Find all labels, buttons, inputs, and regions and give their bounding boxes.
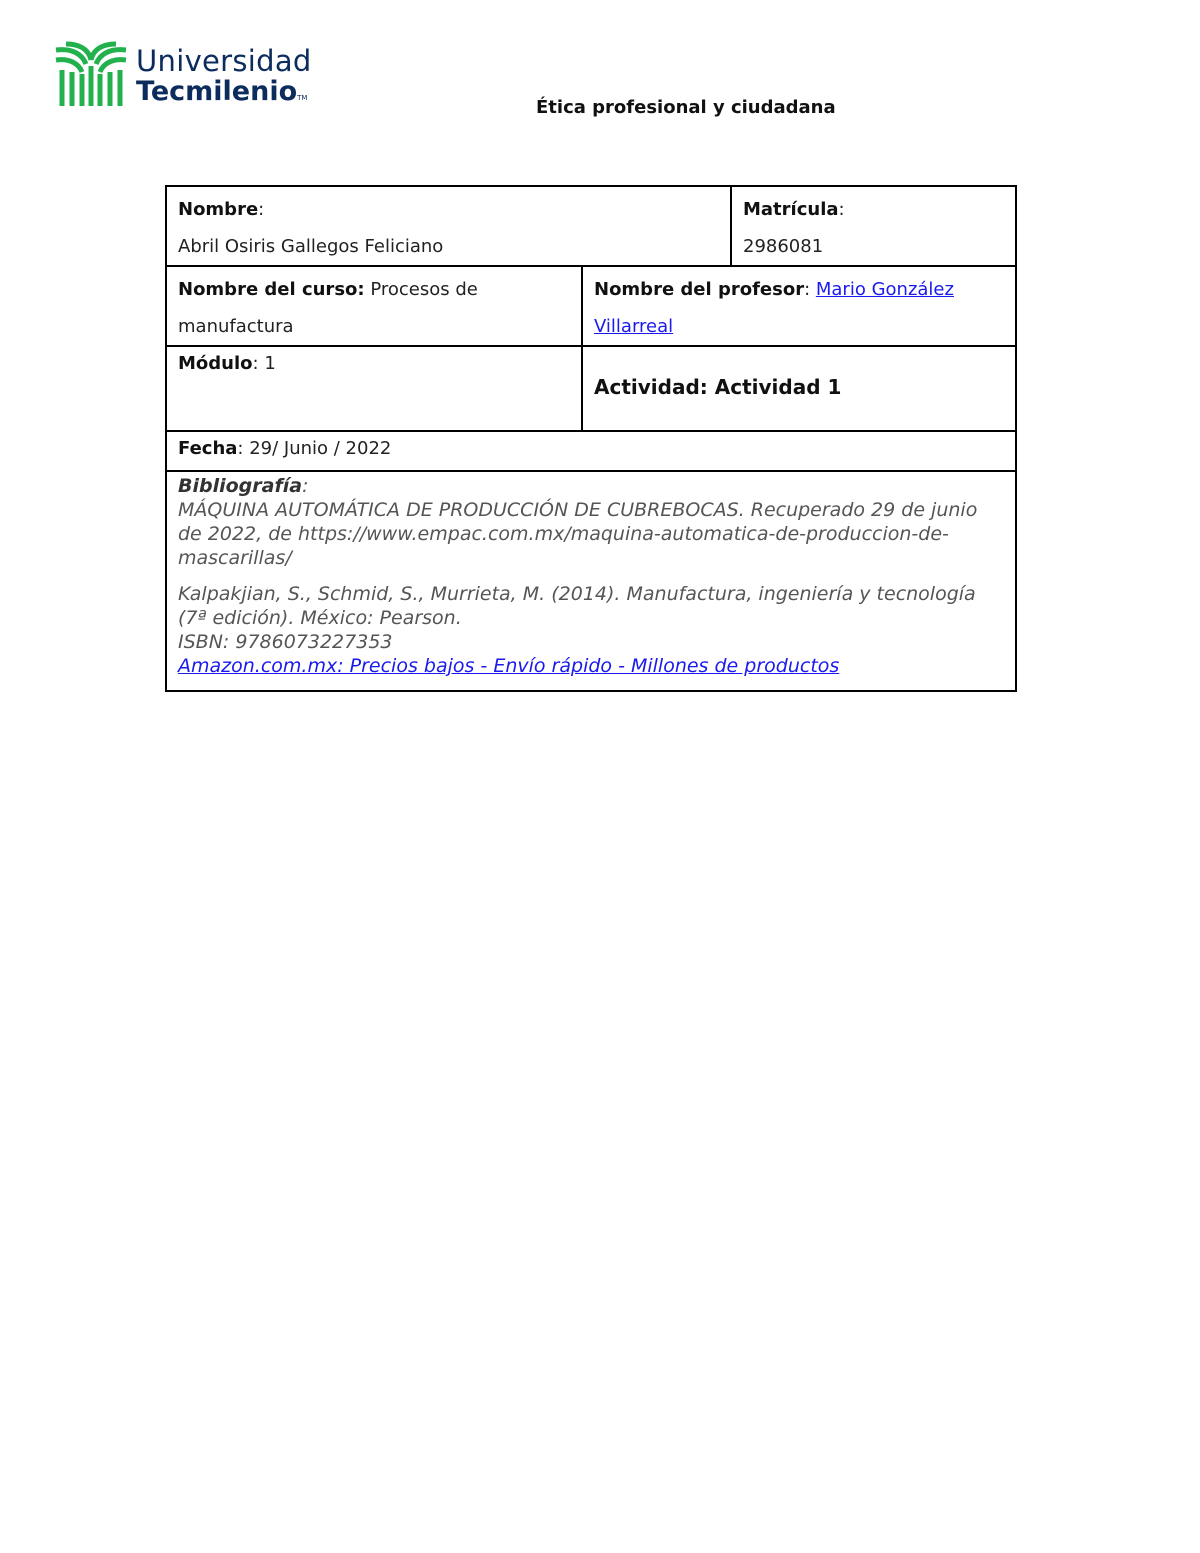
bibliography-isbn: ISBN: 9786073227353 (178, 631, 393, 653)
cell-actividad (582, 346, 1016, 431)
logo-line-universidad: Universidad (136, 44, 312, 78)
tecmilenio-tree-icon (52, 40, 132, 110)
row-bibliografia (166, 471, 1016, 691)
amazon-link[interactable]: Amazon.com.mx: Precios bajos - Envío rápido - Millones de productos (178, 655, 840, 677)
nombre-value: Abril Osiris Gallegos Feliciano (178, 236, 444, 257)
modulo-label: Módulo (178, 353, 253, 374)
actividad-value: Actividad 1 (714, 375, 842, 399)
nombre-label: Nombre (178, 199, 259, 220)
row-fecha (166, 431, 1016, 471)
row-curso (166, 266, 1016, 346)
bibliography-entry-1: MÁQUINA AUTOMÁTICA DE PRODUCCIÓN DE CUBREBOCAS. Recuperado 29 de junio de 2022, de https://www.empac.com.mx/maquina-automatica-de-produccion-de-mascarillas/ (178, 499, 978, 569)
cell-bibliografia: Bibliografía: MÁQUINA AUTOMÁTICA DE PRODUCCIÓN DE CUBREBOCAS. Recuperado 29 de junio de 2022, de https://www.empac.com.mx/maquina-automatica-de-produccion-de-mascarillas/ Kalpakjian, S., Schmid, S., Murrieta, M. (2014). Manufactura, ingeniería y tecnología (7ª edición). México: Pearson. ISBN: 9786073227353 Amazon.com.mx: Precios bajos - Envío rápido - Millones de productos (166, 471, 1016, 691)
row-modulo (166, 346, 1016, 431)
row-nombre (166, 186, 1016, 266)
cell-profesor: Nombre del profesor: Mario González Villarreal (582, 266, 1016, 346)
cell-modulo: Módulo: 1 (166, 346, 582, 431)
actividad-label: Actividad: (594, 375, 708, 399)
course-title: Ética profesional y ciudadana (536, 97, 836, 118)
cell-matricula: Matrícula: 2986081 (731, 186, 1016, 266)
matricula-label: Matrícula (743, 199, 839, 220)
profesor-label: Nombre del profesor (594, 279, 805, 300)
cell-fecha: Fecha: 29/ Junio / 2022 (166, 431, 1016, 471)
curso-label: Nombre del curso: (178, 279, 365, 300)
logo-line-tecmilenio (136, 76, 307, 107)
fecha-value: 29/ Junio / 2022 (249, 438, 392, 459)
logo-trademark: TM (297, 94, 308, 102)
matricula-value: 2986081 (743, 236, 824, 257)
profesor-link[interactable]: Mario González Villarreal (594, 279, 954, 337)
curso-value: Procesos de manufactura (178, 279, 478, 337)
fecha-label: Fecha (178, 438, 238, 459)
modulo-value: 1 (264, 353, 276, 374)
university-logo (52, 38, 352, 118)
cell-curso (166, 266, 582, 346)
cell-nombre: Nombre: Abril Osiris Gallegos Feliciano (166, 186, 731, 266)
student-info-table (165, 185, 1017, 692)
bibliografia-label: Bibliografía (178, 475, 303, 497)
logo-word-tecmilenio: Tecmilenio (136, 76, 298, 107)
bibliography-entry-2: Kalpakjian, S., Schmid, S., Murrieta, M. (2014). Manufactura, ingeniería y tecnología (7ª edición). México: Pearson. (178, 583, 976, 629)
